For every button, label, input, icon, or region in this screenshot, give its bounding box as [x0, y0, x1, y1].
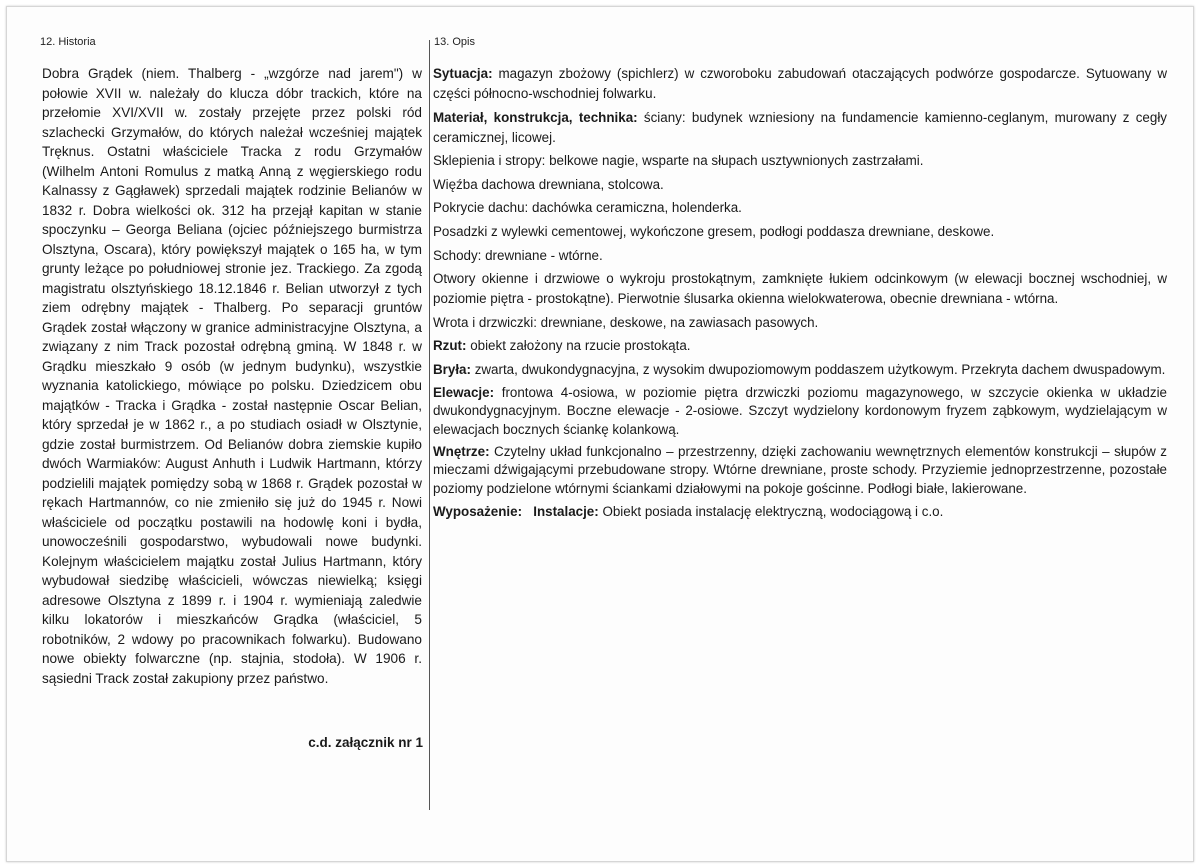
- continuation-note: c.d. załącznik nr 1: [308, 735, 423, 750]
- entry-otwory: Otwory okienne i drzwiowe o wykroju prostokątnym, zamknięte łukiem odcinkowym (w elewacji bocznej wschodniej, w poziomie piętra - prostokątne). Pierwotnie ślusarka okienna wielokwaterowa, obecnie drewniana - wtórna.: [433, 271, 1167, 307]
- text-sytuacja: magazyn zbożowy (spichlerz) w czworoboku zabudowań otaczających podwórze gospodarcze. Sytuowany w części północno-wschodniej folwarku.: [433, 66, 1167, 101]
- text-rzut: obiekt założony na rzucie prostokąta.: [466, 338, 691, 354]
- history-text: Dobra Grądek (niem. Thalberg - „wzgórze nad jarem") w połowie XVII w. należały do klucza dóbr trackich, które na przełomie XVI/XVII w. zostały przejęte przez polski ród szlachecki Grzymałów, do których należał wcześniej majątek Tręknus. Ostatni właściciele Tracka z rodu Grzymałów (Wilhelm Antoni Romulus z matką Anną z węgierskiego rodu Kalnassy z Gągławek) sprzedali majątek rodzinie Belianów w 1832 r. Dobra wielkości ok. 312 ha przejął kapitan w stanie spoczynku – Georga Beliana (ojciec późniejszego burmistrza Olsztyna, Oscara), który powiększył majątek o 165 ha, w tym grunty leżące po południowej stronie jez. Trackiego. Za zgodą magistratu olsztyńskiego 18.12.1846 r. Belian utworzył z tych ziem odrębny majątek - Thalberg. Po separacji gruntów Grądek został włączony w granice administracyjne Olsztyna, a związany z nim Track pozostał odrębną gminą. W 1848 r. w Grądku mieszkało 9 osób (w jednym budynku), wszystkie wyznania katolickiego, mówiące po polsku. Dziedzicem obu majątków - Tracka i Grądka - został następnie Oscar Belian, który sprzedał je w 1862 r., a po studiach osiadł w Olsztynie, gdzie został burmistrzem. Od Belianów dobra ziemskie kupiło dwóch Warmiaków: August Anhuth i Ludwik Hartmann, którzy podzielili majątek pomiędzy sobą w 1868 r. Grądek pozostał w rękach Hartmannów, co nie zmieniło się już do 1945 r. Nowi właściciele od początku postawili na hodowlę koni i bydła, unowocześnili gospodarstwo, wybudowali nowe budynki. Kolejnym właścicielem majątku został Julius Hartmann, który wybudował siedzibę właścicieli, wówczas niewielką; księgi adresowe Olsztyna z 1899 r. i 1904 r. wymieniają zaledwie kilku lokatorów i mieszkańców Grądka (właściciel, 5 robotników, 2 wdowy po pracownikach folwarku). Budowano nowe obiekty folwarczne (np. stajnia, stodoła). W 1906 r. sąsiedni Track został zakupiony przez państwo.: [42, 66, 422, 686]
- entry-wnetrze: [433, 443, 1167, 499]
- entry-material: [433, 108, 1167, 148]
- label-instalacje: Instalacje:: [533, 503, 599, 519]
- entry-wiezba: Więźba dachowa drewniana, stolcowa.: [433, 176, 664, 192]
- entry-schody: Schody: drewniane - wtórne.: [433, 247, 603, 263]
- entry-sklepienia: Sklepienia i stropy: belkowe nagie, wsparte na słupach usztywnionych zastrzałami.: [433, 153, 924, 169]
- entry-rzut: [433, 336, 1167, 356]
- text-wnetrze: Czytelny układ funkcjonalno – przestrzenny, dzięki zachowaniu wewnętrznych elementów konstrukcji – słupów z mieczami dźwigającymi przebudowane stropy. Wtórne drewniane, proste schody. Przyziemie jednoprzestrzenne, pozostałe poziomy podzielone wtórnymi ściankami działowymi na pokoje gościnne. Podłogi białe, lakierowane.: [433, 443, 1167, 496]
- description-column: [433, 64, 1167, 525]
- text-elewacje: frontowa 4-osiowa, w poziomie piętra drzwiczki poziomu magazynowego, w szczycie okienka w układzie dwukondygnacyjnym. Boczne elewacje - 2-osiowe. Szczyt wydzielony kordonowym fryzem ząbkowym, wydzielającym w elewacjach bocznych ściankę kolankową.: [433, 384, 1167, 437]
- label-wyposazenie: Wyposażenie:: [433, 503, 523, 519]
- label-sytuacja: Sytuacja:: [433, 66, 493, 81]
- text-bryla: zwarta, dwukondygnacyjna, z wysokim dwupoziomowym poddaszem użytkowym. Przekryta dachem dwuspadowym.: [470, 361, 1166, 377]
- text-instalacje: Obiekt posiada instalację elektryczną, wodociągową i c.o.: [598, 503, 944, 519]
- label-rzut: Rzut:: [433, 338, 467, 354]
- entry-sytuacja: [433, 64, 1167, 104]
- entry-posadzki: Posadzki z wylewki cementowej, wykończone gresem, podłogi poddasza drewniane, deskowe.: [433, 223, 995, 239]
- section-heading-description: 13. Opis: [434, 36, 475, 48]
- label-wnetrze: Wnętrze:: [433, 443, 490, 459]
- entry-bryla: [433, 360, 1167, 380]
- entry-wrota: Wrota i drzwiczki: drewniane, deskowe, na zawiasach pasowych.: [433, 314, 819, 330]
- section-heading-history: 12. Historia: [40, 36, 96, 48]
- history-column: [42, 64, 422, 688]
- label-bryla: Bryła:: [433, 361, 471, 377]
- entry-wyposazenie: [433, 502, 1167, 522]
- column-divider: [429, 40, 430, 810]
- label-elewacje: Elewacje:: [433, 384, 495, 400]
- entry-pokrycie: Pokrycie dachu: dachówka ceramiczna, holenderka.: [433, 200, 742, 216]
- entry-elewacje: [433, 384, 1167, 440]
- text-material: ściany: budynek wzniesiony na fundamencie kamienno-ceglanym, murowany z cegły ceramicznej, licowej.: [433, 109, 1167, 145]
- label-material: Materiał, konstrukcja, technika:: [433, 109, 638, 125]
